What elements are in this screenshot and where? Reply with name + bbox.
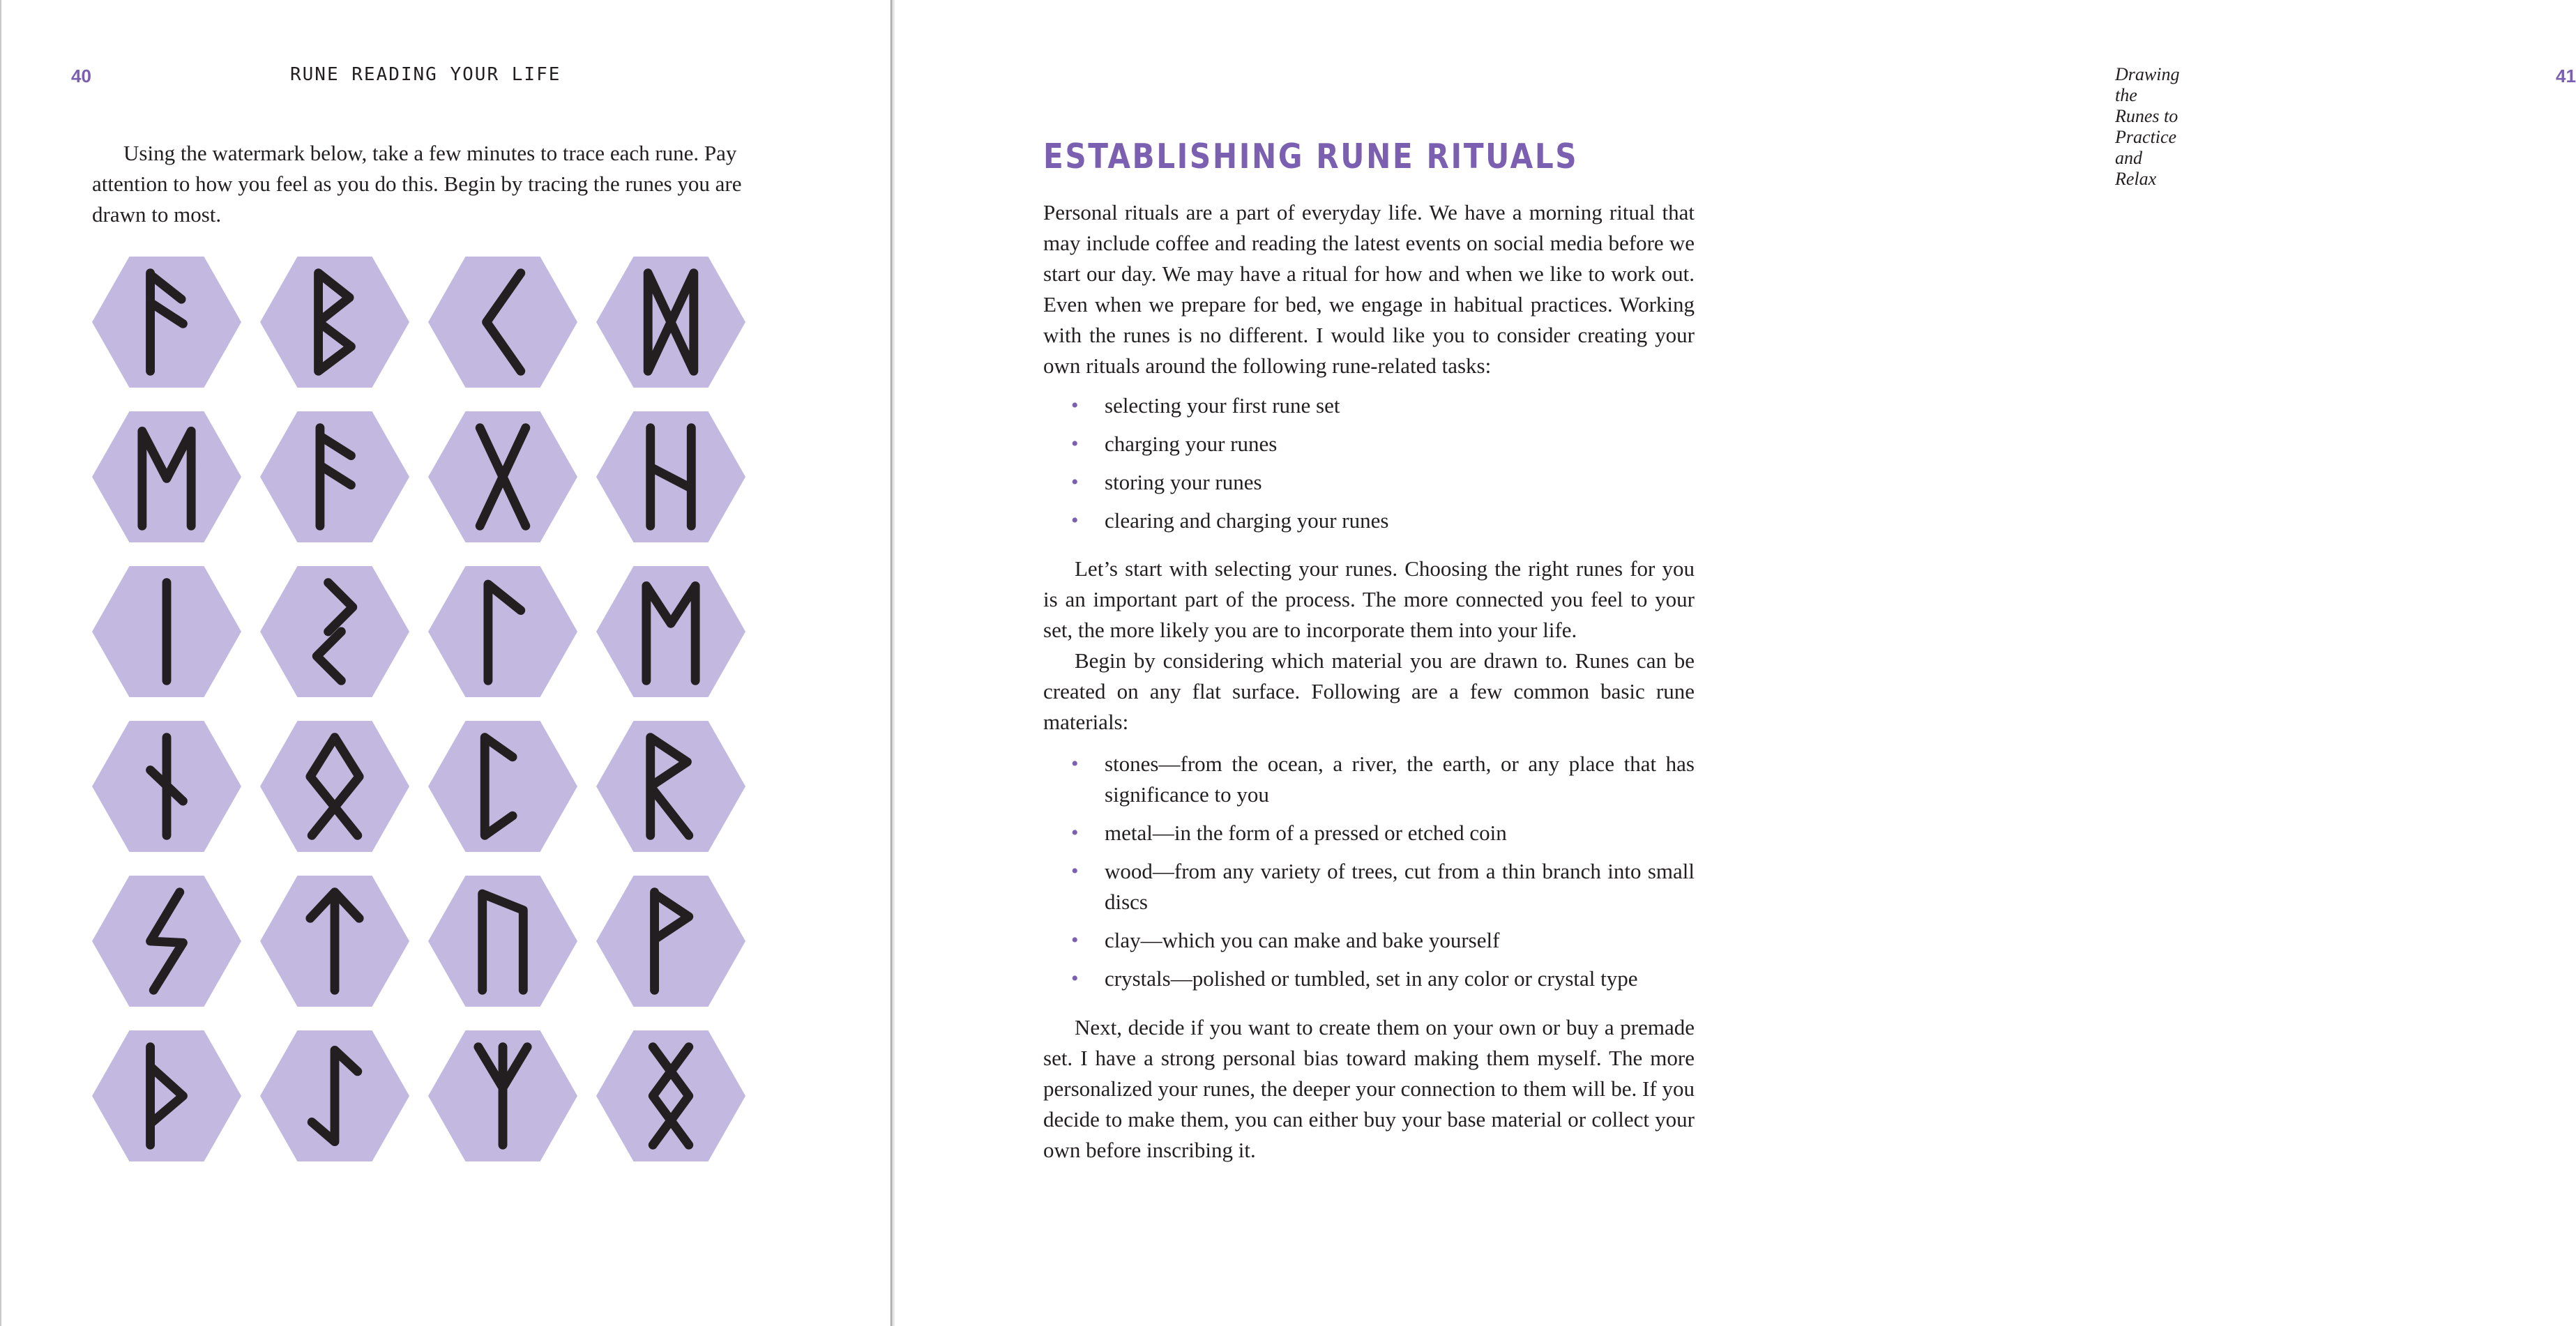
rune-tiwaz-icon: [289, 884, 380, 998]
rune-berkano-icon: [289, 265, 380, 379]
paragraph-personal-rituals: Personal rituals are a part of everyday life. We have a morning ritual that may include coffee and reading the latest events on social media before we start our day. We may have a ritual for how and when we like to work out. Even when we prepare for bed, we engage in habitual practices. Working with the runes is no different. I would like you to consider creating your own rituals around the following rune-related tasks:: [1043, 200, 1695, 378]
material-item: • crystals—polished or tumbled, set in any color or crystal type: [1043, 963, 1695, 994]
task-item: • clearing and charging your runes: [1043, 505, 1695, 536]
rune-hexagon-ehwaz: [596, 566, 745, 697]
rune-hexagon-ansuz: [260, 411, 409, 542]
rune-stroke: [646, 586, 695, 680]
task-item: • storing your runes: [1043, 467, 1695, 498]
material-item: • metal—in the form of a pressed or etched coin: [1043, 818, 1695, 848]
rune-stroke: [142, 431, 191, 526]
rune-hexagon-kenaz: [428, 257, 577, 388]
rune-stroke: [648, 273, 694, 372]
task-item: • selecting your first rune set: [1043, 390, 1695, 421]
rune-hexagon-wunjo: [596, 876, 745, 1007]
rune-perthro-icon: [457, 729, 548, 844]
rune-othala-icon: [289, 729, 380, 844]
rune-stroke: [655, 892, 689, 991]
body-block-3: [1043, 1012, 1695, 1166]
paragraph-selecting-runes: Let’s start with selecting your runes. Choosing the right runes for you is an important part of the process. The more connected you feel to your set, the more likely you are to incorporate them into your life.: [1043, 556, 1695, 642]
body-block-1: [1043, 197, 1695, 381]
rune-stroke: [478, 1047, 527, 1145]
rune-ingwaz-icon: [626, 1039, 716, 1153]
rune-stroke: [151, 273, 183, 372]
rune-stroke: [653, 1047, 689, 1145]
rune-hexagon-berkano: [260, 257, 409, 388]
rune-dagaz-icon: [626, 265, 716, 379]
rune-jera-icon: [289, 574, 380, 689]
rune-stroke: [487, 273, 521, 372]
rune-stroke: [151, 1047, 183, 1145]
materials-list: [1043, 749, 1695, 994]
materials-list-block: [1043, 749, 1695, 994]
rune-stroke: [317, 583, 353, 681]
rune-mannaz-icon: [121, 420, 212, 534]
intro-paragraph: Using the watermark below, take a few minutes to trace each rune. Pay attention to how you feel as you do this. Begin by tracing the runes you are drawn to most.: [92, 141, 742, 227]
rune-hexagon-laguz: [428, 566, 577, 697]
rune-stroke: [488, 584, 521, 680]
paragraph-material: Begin by considering which material you are drawn to. Runes can be created on any flat surface. Following are a few common basic rune materials:: [1043, 648, 1695, 734]
rune-kenaz-icon: [457, 265, 548, 379]
page-number-right: 41: [2556, 66, 2576, 86]
rune-hexagon-naudhiz: [92, 721, 241, 852]
rune-stroke: [320, 428, 351, 526]
material-item: • clay—which you can make and bake yourself: [1043, 925, 1695, 956]
rune-wunjo-icon: [626, 884, 716, 998]
task-list: [1043, 390, 1695, 536]
rune-laguz-icon: [457, 574, 548, 689]
rune-raido-icon: [626, 729, 716, 844]
rune-uruz-icon: [457, 884, 548, 998]
rune-algiz-icon: [457, 1039, 548, 1153]
rune-stroke: [151, 892, 183, 991]
rune-hexagon-hagalaz: [596, 411, 745, 542]
rune-stroke: [319, 273, 351, 372]
paragraph-premade: Next, decide if you want to create them on your own or buy a premade set. I have a strong personal bias toward making them myself. The more personalized your runes, the deeper your connection to them will be. If you decide to make them, you can either buy your base material or collect your own before inscribing it.: [1043, 1015, 1695, 1162]
rune-hexagon-algiz: [428, 1030, 577, 1161]
rune-stroke: [485, 738, 513, 836]
rune-sowilo-icon: [121, 884, 212, 998]
rune-stroke: [651, 738, 689, 836]
rune-thurisaz-icon: [121, 1039, 212, 1153]
task-item: • charging your runes: [1043, 429, 1695, 459]
rune-isa-icon: [121, 574, 212, 689]
rune-stroke: [310, 892, 359, 991]
running-head-left: RUNE READING YOUR LIFE: [290, 64, 561, 85]
rune-hexagon-mannaz: [92, 411, 241, 542]
rune-stroke: [480, 428, 526, 526]
rune-grid: [92, 257, 745, 1163]
rune-ehwaz-icon: [626, 574, 716, 689]
material-item: • wood—from any variety of trees, cut from a thin branch into small discs: [1043, 856, 1695, 917]
rune-stroke: [651, 428, 692, 526]
page-number-left: 40: [71, 66, 91, 86]
rune-hexagon-thurisaz: [92, 1030, 241, 1161]
rune-hexagon-tiwaz: [260, 876, 409, 1007]
rune-hexagon-raido: [596, 721, 745, 852]
rune-hexagon-dagaz: [596, 257, 745, 388]
rune-hexagon-sowilo: [92, 876, 241, 1007]
rune-hexagon-fehu: [92, 257, 241, 388]
rune-hexagon-jera: [260, 566, 409, 697]
rune-stroke: [310, 738, 359, 836]
rune-hexagon-othala: [260, 721, 409, 852]
material-item: • stones—from the ocean, a river, the earth, or any place that has significance to you: [1043, 749, 1695, 810]
rune-ansuz-icon: [289, 420, 380, 534]
rune-hexagon-perthro: [428, 721, 577, 852]
rune-hexagon-uruz: [428, 876, 577, 1007]
rune-stroke: [312, 1050, 358, 1141]
rune-gebo-icon: [457, 420, 548, 534]
rune-hexagon-ingwaz: [596, 1030, 745, 1161]
rune-eihwaz-icon: [289, 1039, 380, 1153]
rune-hexagon-isa: [92, 566, 241, 697]
task-list-block: [1043, 390, 1695, 536]
section-heading: ESTABLISHING RUNE RITUALS: [1043, 137, 1579, 176]
rune-naudhiz-icon: [121, 729, 212, 844]
rune-fehu-icon: [121, 265, 212, 379]
left-page: [0, 0, 891, 1326]
rune-hexagon-eihwaz: [260, 1030, 409, 1161]
rune-stroke: [151, 738, 183, 836]
running-head-right: Drawing the Runes to Practice and Relax: [2115, 64, 2180, 189]
rune-hexagon-gebo: [428, 411, 577, 542]
body-block-2: [1043, 554, 1695, 738]
rune-stroke: [483, 894, 524, 990]
rune-hagalaz-icon: [626, 420, 716, 534]
